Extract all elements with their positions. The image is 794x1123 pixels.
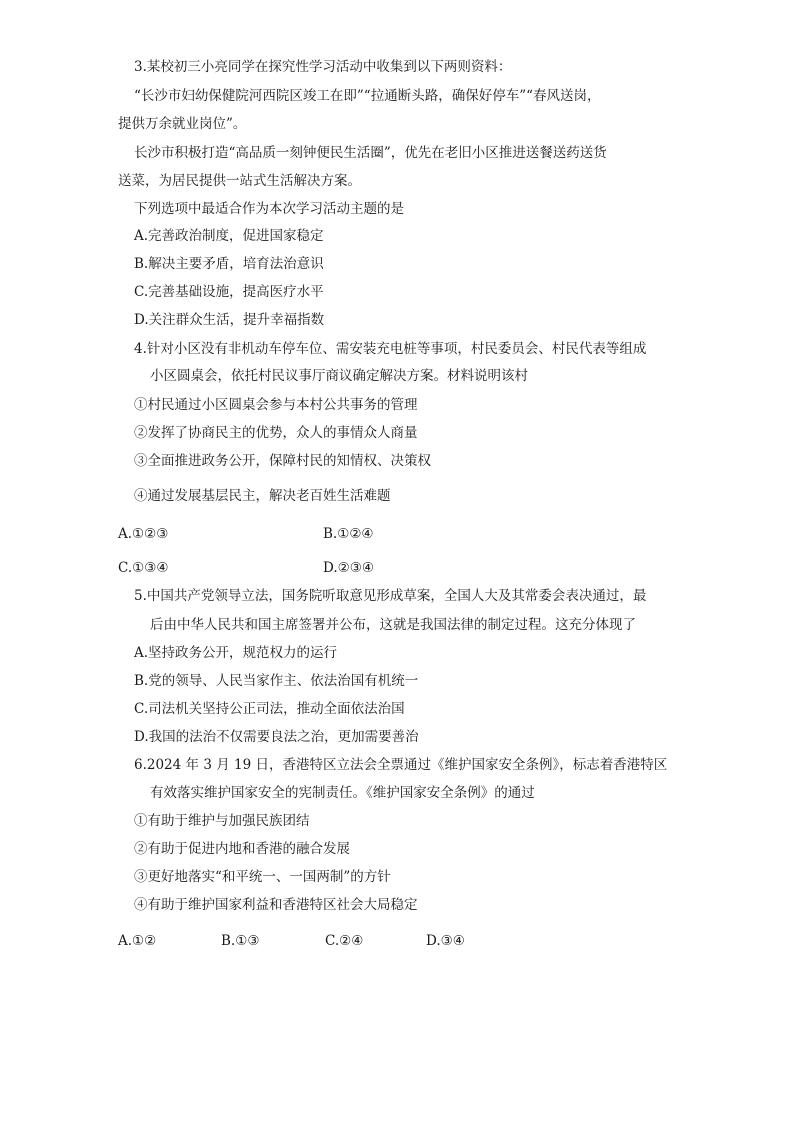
q6-item-2: ②有助于促进内地和香港的融合发展 [134,841,350,857]
q3-option-d: D.关注群众生活，提升幸福指数 [134,312,325,328]
q4-stem-line-2: 小区圆桌会，依托村民议事厅商议确定解决方案。材料说明该村 [150,368,528,384]
q4-item-4: ④通过发展基层民主，解决老百姓生活难题 [134,488,391,504]
q5-option-d: D.我国的法治不仅需要良法之治，更加需要善治 [134,729,419,745]
q4-item-2: ②发挥了协商民主的优势，众人的事情众人商量 [134,425,418,441]
q3-option-b: B.解决主要矛盾，培育法治意识 [134,256,324,272]
q4-stem-line-1: 4.针对小区没有非机动车停车位、需安装充电桩等事项，村民委员会、村民代表等组成 [134,341,647,357]
q4-option-c: C.①③④ [118,560,169,576]
q5-option-b: B.党的领导、人民当家作主、依法治国有机统一 [134,673,419,689]
q5-option-a: A.坚持政务公开，规范权力的运行 [134,645,338,661]
q3-option-c: C.完善基础设施，提高医疗水平 [134,284,324,300]
q5-stem-line-1: 5.中国共产党领导立法，国务院听取意见形成草案，全国人大及其常委会表决通过，最 [134,588,647,604]
q3-material-2-line-2: 送菜，为居民提供一站式生活解决方案。 [118,173,361,189]
q6-option-a: A.①② [118,933,157,949]
q6-option-d: D.③④ [426,933,465,949]
q4-option-d: D.②③④ [323,560,374,576]
q4-item-3: ③全面推进政务公开，保障村民的知情权、决策权 [134,453,431,469]
q6-item-4: ④有助于维护国家利益和香港特区社会大局稳定 [134,897,418,913]
q5-option-c: C.司法机关坚持公正司法，推动全面依法治国 [134,701,405,717]
q4-option-a: A.①②③ [118,526,169,542]
q6-item-3: ③更好地落实“和平统一、一国两制”的方针 [134,869,391,885]
q6-item-1: ①有助于维护与加强民族团结 [134,813,310,829]
q3-material-1-line-1: “长沙市妇幼保健院河西院区竣工在即”“拉通断头路，确保好停车”“春风送岗， [134,88,601,104]
q3-option-a: A.完善政治制度，促进国家稳定 [134,228,324,244]
q4-item-1: ①村民通过小区圆桌会参与本村公共事务的管理 [134,397,418,413]
q3-stem: 3.某校初三小亮同学在探究性学习活动中收集到以下两则资料： [134,59,512,75]
q4-option-b: B.①②④ [323,526,374,542]
q6-stem-line-2: 有效落实维护国家安全的宪制责任。《维护国家安全条例》的通过 [150,785,535,801]
q3-material-1-line-2: 提供万余就业岗位”。 [118,116,247,132]
q3-question: 下列选项中最适合作为本次学习活动主题的是 [134,201,404,217]
q5-stem-line-2: 后由中华人民共和国主席签署并公布，这就是我国法律的制定过程。这充分体现了 [150,617,636,633]
q6-option-b: B.①③ [221,933,260,949]
q3-material-2-line-1: 长沙市积极打造“高品质一刻钟便民生活圈”，优先在老旧小区推进送餐送药送货 [134,145,607,161]
q6-stem-line-1: 6.2024 年 3 月 19 日，香港特区立法会全票通过《维护国家安全条例》，标志着香港特区 [134,757,668,773]
q6-option-c: C.②④ [325,933,364,949]
